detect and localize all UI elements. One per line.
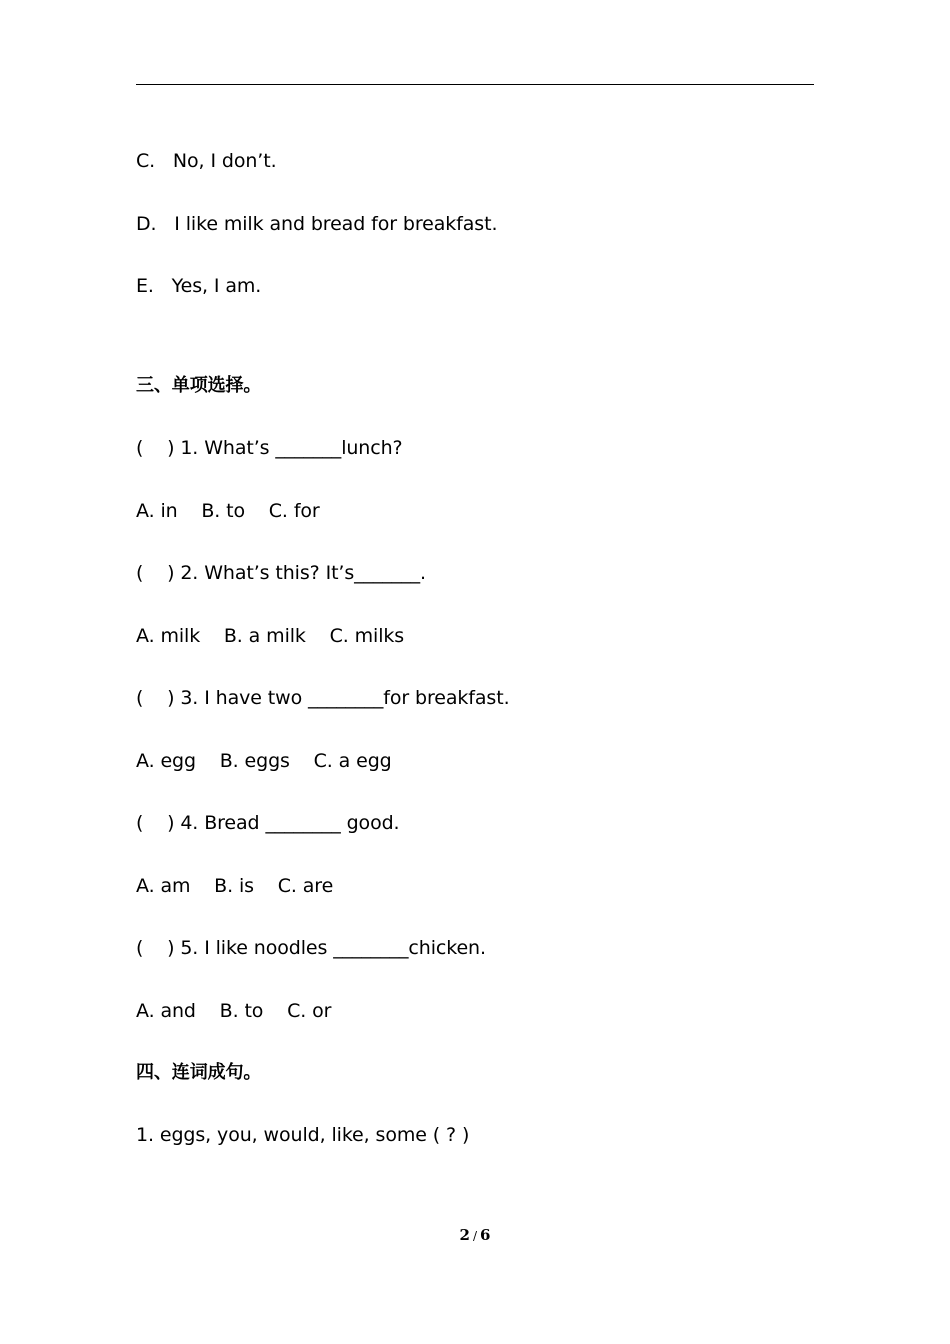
question-1: ( ) 1. What’s _______lunch? bbox=[136, 437, 403, 459]
page-total: 6 bbox=[480, 1226, 491, 1244]
section-3-heading: 三、单项选择。 bbox=[136, 375, 262, 396]
page-separator: / bbox=[472, 1229, 478, 1243]
question-4-options: A. am B. is C. are bbox=[136, 875, 334, 897]
option-d: D. I like milk and bread for breakfast. bbox=[136, 213, 498, 235]
question-4: ( ) 4. Bread ________ good. bbox=[136, 812, 400, 834]
question-2: ( ) 2. What’s this? It’s_______. bbox=[136, 562, 426, 584]
section-4-heading: 四、连词成句。 bbox=[136, 1062, 262, 1083]
question-5: ( ) 5. I like noodles ________chicken. bbox=[136, 937, 486, 959]
sentence-1: 1. eggs, you, would, like, some ( ? ) bbox=[136, 1124, 470, 1146]
option-e: E. Yes, I am. bbox=[136, 275, 262, 297]
header-rule bbox=[136, 84, 814, 85]
question-3: ( ) 3. I have two ________for breakfast. bbox=[136, 687, 510, 709]
question-5-options: A. and B. to C. or bbox=[136, 1000, 332, 1022]
page-current: 2 bbox=[459, 1226, 470, 1244]
option-c: C. No, I don’t. bbox=[136, 150, 277, 172]
question-3-options: A. egg B. eggs C. a egg bbox=[136, 750, 392, 772]
question-1-options: A. in B. to C. for bbox=[136, 500, 320, 522]
page-number bbox=[0, 1226, 950, 1244]
question-2-options: A. milk B. a milk C. milks bbox=[136, 625, 405, 647]
